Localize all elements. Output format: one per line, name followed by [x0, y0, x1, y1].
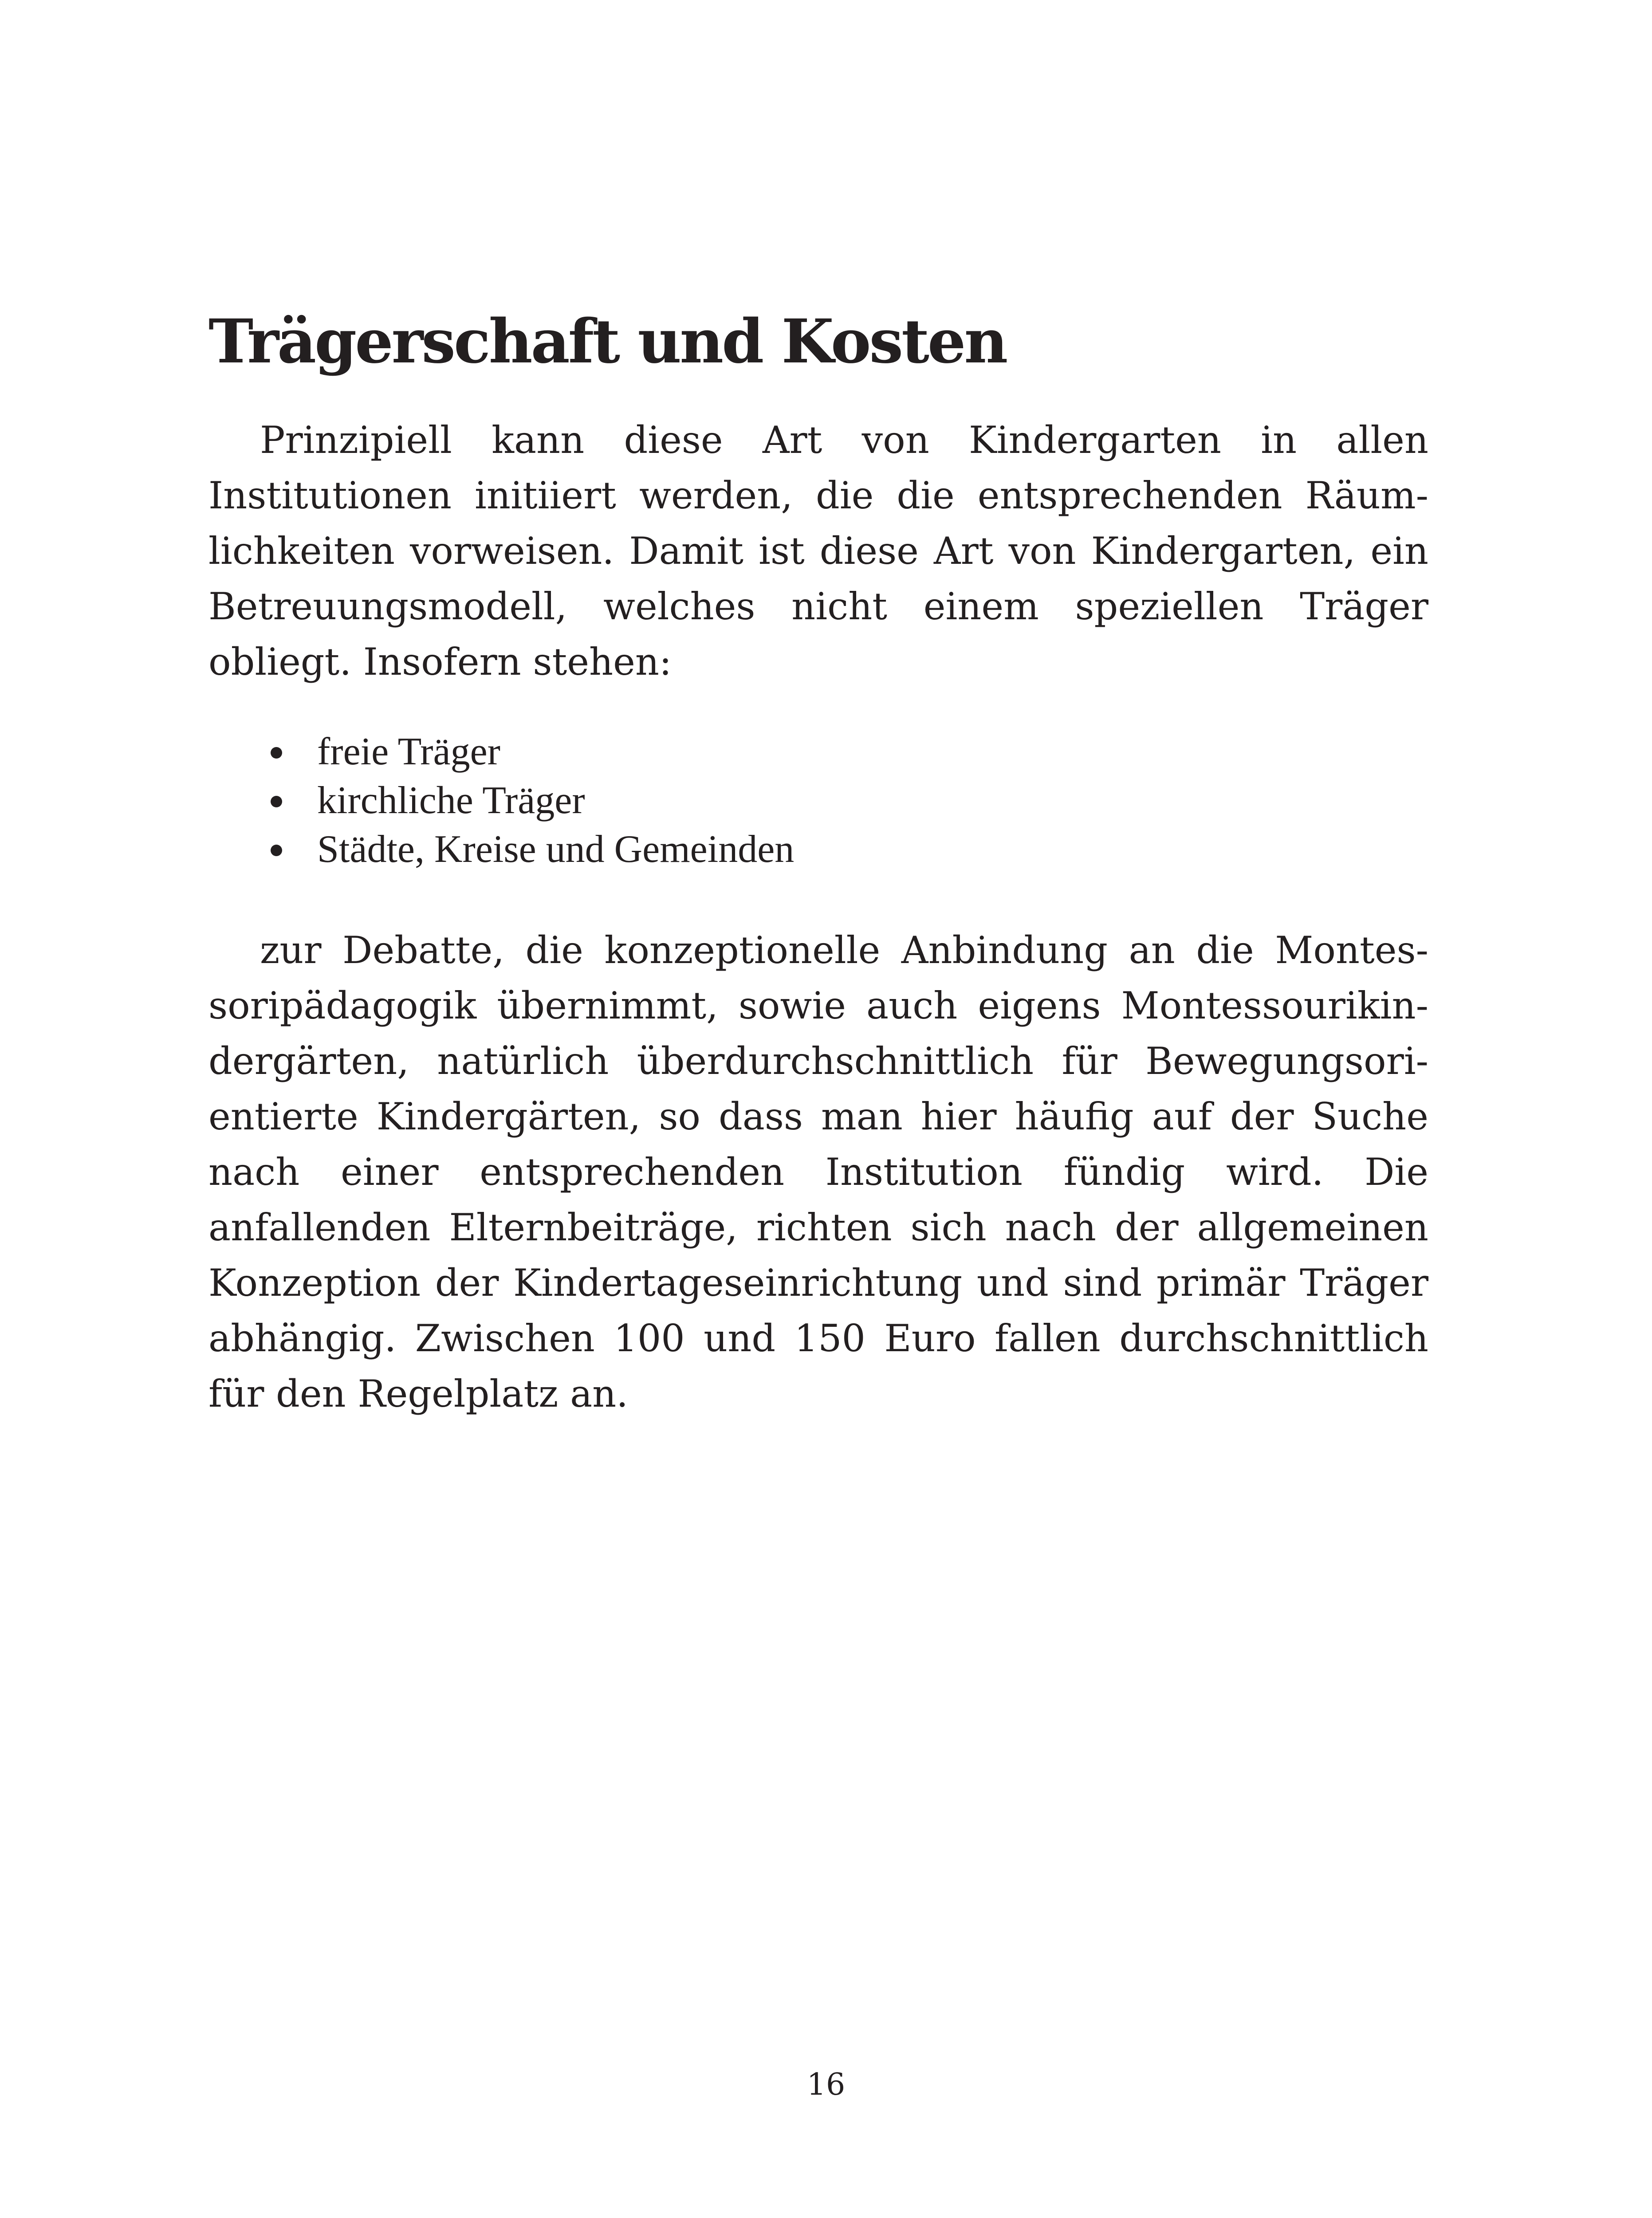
paragraph-intro: Prinzipiell kann diese Art von Kindergarten in allen Institutionen initiiert werden, die die entsprechenden Räumlichkeiten vorweisen. Damit ist diese Art von Kindergarten, ein Betreuungsmodell, welches nicht einem speziellen Träger obliegt. Insofern stehen:	[208, 418, 1428, 684]
paragraph-body: zur Debatte, die konzeptionelle Anbindung an die Montessoripädagogik übernimmt, sowie auch eigens Montessourikindergärten, natürlich überdurchschnittlich für Bewegungsorientierte Kindergärten, so dass man hier häufig auf der Suche nach einer entsprechenden Institution fündig wird. Die anfallenden Elternbeiträge, richten sich nach der allgemeinen Konzeption der Kindertageseinrichtung und sind primär Träger abhängig. Zwischen 100 und 150 Euro fallen durchschnittlich für den Regelplatz an.	[208, 928, 1428, 1416]
list-item	[271, 728, 794, 776]
bullet-icon	[271, 747, 282, 759]
bullet-list	[271, 728, 794, 874]
bullet-icon	[271, 796, 282, 807]
bullet-icon	[271, 845, 282, 856]
list-item-text: freie Träger	[317, 730, 500, 773]
list-item-text: kirchliche Träger	[317, 779, 585, 822]
list-item-text: Städte, Kreise und Gemeinden	[317, 828, 795, 871]
section-heading: Trägerschaft und Kosten	[208, 306, 1007, 377]
list-item	[271, 825, 794, 874]
page-number: 16	[806, 2067, 846, 2102]
list-item	[271, 776, 794, 825]
